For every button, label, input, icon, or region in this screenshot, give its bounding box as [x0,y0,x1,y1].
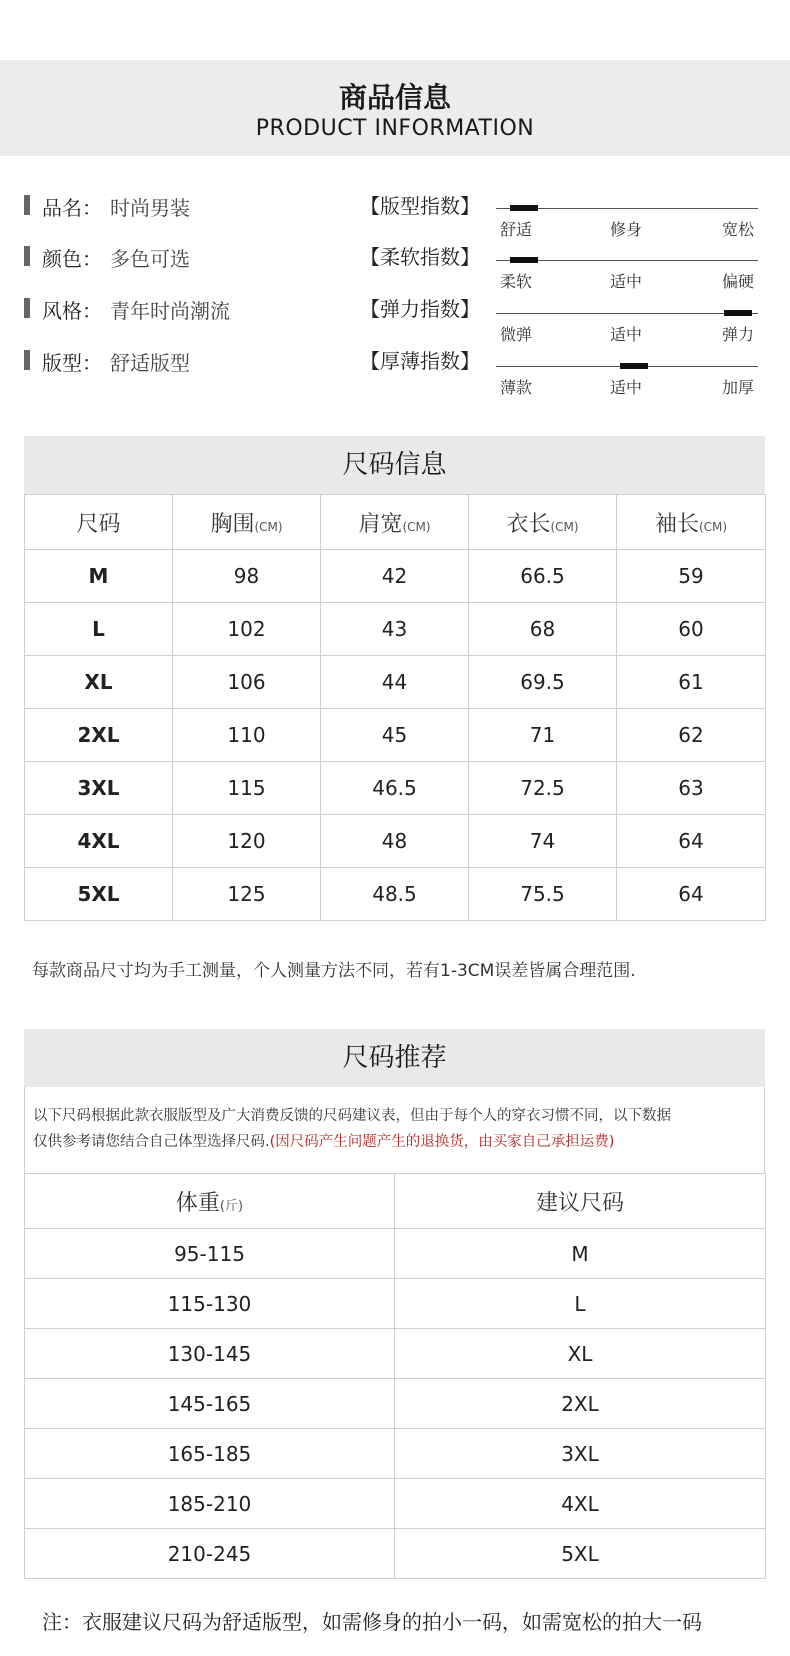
table-header-row [25,495,766,550]
sleeve-cell: 60 [617,603,766,656]
shoulder-cell: 46.5 [321,762,469,815]
table-row [25,709,766,762]
scale-label: 宽松 [722,220,755,239]
length-cell: 74 [469,815,617,868]
footer-note: 注：衣服建议尺码为舒适版型，如需修身的拍小一码，如需宽松的拍大一码 [42,1610,702,1634]
table-row [25,656,766,709]
table-row [25,1529,766,1579]
table-row [25,550,766,603]
table-row [25,1379,766,1429]
scale-marker [510,205,538,211]
table-row [25,1329,766,1379]
scale-label: 舒适 [500,220,533,239]
scale-label: 适中 [610,325,643,344]
header-size: 尺码 [25,495,173,550]
bullet-bar [24,298,30,318]
measurement-note: 每款商品尺寸均为手工测量，个人测量方法不同，若有1-3CM误差皆属合理范围. [32,961,636,981]
scale-label: 修身 [610,220,643,239]
table-row [25,1429,766,1479]
sleeve-cell: 64 [617,868,766,921]
suggested-size-cell: M [395,1229,766,1279]
size-info-title: 尺码信息 [24,436,765,494]
scale-label: 柔软 [500,272,533,291]
elasticity-index-scale [496,299,758,344]
banner-title-zh: 商品信息 [338,81,451,114]
attribute-value: 青年时尚潮流 [110,299,230,323]
return-warning: (因尺码产生问题产生的退换货，由买家自己承担运费) [269,1134,615,1150]
suggested-size-cell: 4XL [395,1479,766,1529]
scale-marker [724,310,752,316]
index-label: 【厚薄指数】 [360,349,480,373]
intro-line [33,1129,756,1155]
shoulder-cell: 42 [321,550,469,603]
scale-label: 加厚 [722,378,755,397]
chest-cell: 125 [173,868,321,921]
index-label: 【柔软指数】 [360,245,480,269]
size-cell: 3XL [25,762,173,815]
fit-index-scale [496,194,758,239]
chest-cell: 106 [173,656,321,709]
table-row [25,1229,766,1279]
table-row [25,815,766,868]
weight-cell: 185-210 [25,1479,395,1529]
sleeve-cell: 62 [617,709,766,762]
index-label: 【版型指数】 [360,194,480,218]
suggested-size-cell: XL [395,1329,766,1379]
header-suggested-size: 建议尺码 [395,1174,766,1229]
scale-label: 偏硬 [722,272,755,291]
size-cell: 5XL [25,868,173,921]
sleeve-cell: 61 [617,656,766,709]
table-row [25,1479,766,1529]
table-row [25,1279,766,1329]
attribute-value: 时尚男装 [110,196,190,220]
length-cell: 66.5 [469,550,617,603]
suggested-size-cell: 2XL [395,1379,766,1429]
sleeve-cell: 64 [617,815,766,868]
size-cell: L [25,603,173,656]
scale-label: 适中 [610,378,643,397]
intro-line: 以下尺码根据此款衣服版型及广大消费反馈的尺码建议表，但由于每个人的穿衣习惯不同，以下数据 [33,1108,671,1124]
attribute-key: 颜色： [42,247,102,271]
size-recommend-title: 尺码推荐 [24,1029,765,1087]
chest-cell: 120 [173,815,321,868]
suggested-size-cell: 5XL [395,1529,766,1579]
shoulder-cell: 48.5 [321,868,469,921]
size-recommend-table [24,1173,766,1579]
header-sleeve: 袖长(CM) [617,495,766,550]
length-cell: 75.5 [469,868,617,921]
scale-label: 薄款 [500,378,533,397]
header-weight: 体重(斤) [25,1174,395,1229]
size-cell: 4XL [25,815,173,868]
length-cell: 69.5 [469,656,617,709]
shoulder-cell: 44 [321,656,469,709]
scale-label: 适中 [610,272,643,291]
softness-index-scale [496,246,758,291]
header-length: 衣长(CM) [469,495,617,550]
length-cell: 68 [469,603,617,656]
bullet-bar [24,246,30,266]
scale-marker [510,257,538,263]
attribute-key: 版型： [42,351,102,375]
scale-label: 微弹 [500,325,533,344]
chest-cell: 110 [173,709,321,762]
bullet-bar [24,350,30,370]
weight-cell: 115-130 [25,1279,395,1329]
weight-cell: 165-185 [25,1429,395,1479]
table-row [25,762,766,815]
attribute-value: 舒适版型 [110,351,190,375]
recommend-intro [24,1087,765,1173]
chest-cell: 115 [173,762,321,815]
size-cell: M [25,550,173,603]
header-shoulder: 肩宽(CM) [321,495,469,550]
banner-title-en: PRODUCT INFORMATION [255,116,535,141]
bullet-bar [24,195,30,215]
weight-cell: 130-145 [25,1329,395,1379]
sleeve-cell: 63 [617,762,766,815]
attribute-key: 风格： [42,299,102,323]
size-info-table [24,494,766,921]
suggested-size-cell: L [395,1279,766,1329]
attribute-value: 多色可选 [110,247,190,271]
thickness-index-scale [496,352,758,397]
weight-cell: 95-115 [25,1229,395,1279]
weight-cell: 210-245 [25,1529,395,1579]
table-row [25,603,766,656]
shoulder-cell: 48 [321,815,469,868]
table-row [25,868,766,921]
length-cell: 71 [469,709,617,762]
index-label: 【弹力指数】 [360,297,480,321]
shoulder-cell: 45 [321,709,469,762]
attribute-key: 品名： [42,196,102,220]
chest-cell: 102 [173,603,321,656]
intro-text: 仅供参考请您结合自己体型选择尺码. [33,1134,270,1150]
product-info-banner [0,60,790,156]
scale-label: 弹力 [722,325,755,344]
weight-cell: 145-165 [25,1379,395,1429]
shoulder-cell: 43 [321,603,469,656]
size-cell: XL [25,656,173,709]
header-chest: 胸围(CM) [173,495,321,550]
size-cell: 2XL [25,709,173,762]
scale-marker [620,363,648,369]
scale-line [496,313,758,314]
suggested-size-cell: 3XL [395,1429,766,1479]
length-cell: 72.5 [469,762,617,815]
sleeve-cell: 59 [617,550,766,603]
chest-cell: 98 [173,550,321,603]
table-header-row [25,1174,766,1229]
